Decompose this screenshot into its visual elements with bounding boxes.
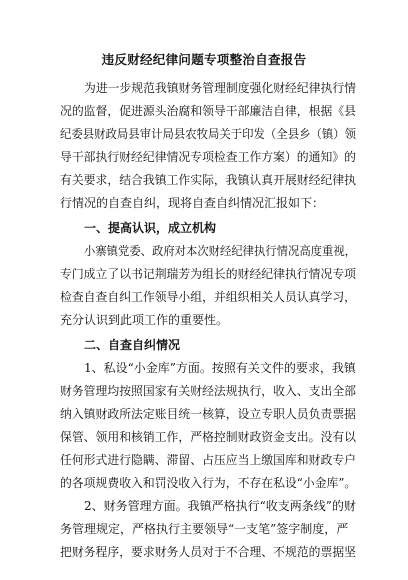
line-text: 任何形式进行隐瞒、滞留、占压应当上缴国库和财政专户 (60, 453, 357, 467)
paragraph-line (0, 360, 408, 376)
paragraph-line (0, 149, 408, 165)
line-text: 保管、领用和核销工作，严格控制财政资金支出。没有以 (60, 430, 357, 444)
paragraph-line (0, 452, 408, 468)
line-text: 检查自查自纠工作领导小组，并组织相关人员认真学习， (60, 290, 357, 304)
paragraph-line (0, 126, 408, 142)
section-heading (0, 337, 408, 353)
paragraph-line (0, 475, 408, 491)
line-text: 充分认识到此项工作的重要性。 (60, 313, 229, 327)
paragraph-line (0, 172, 408, 188)
paragraph-line (0, 498, 408, 514)
paragraph-line (0, 289, 408, 305)
paragraph-line (0, 406, 408, 422)
paragraph-line (0, 80, 408, 96)
paragraph-line (0, 521, 408, 537)
paragraph-line (0, 312, 408, 328)
line-text: 专门成立了以书记荆瑞芳为组长的财经纪律执行情况专项 (60, 267, 357, 281)
paragraph-line (0, 243, 408, 259)
heading-text: 二、自查自纠情况 (84, 338, 181, 352)
paragraph-line (0, 429, 408, 445)
paragraph-line (0, 195, 408, 211)
paragraph-line (0, 266, 408, 282)
line-text: 纳入镇财政所法定账目统一核算，设立专职人员负责票据 (60, 407, 357, 421)
line-text: 1、私设“小金库”方面。按照有关文件的要求，我镇 (84, 361, 356, 375)
line-text: 务管理规定，严格执行主要领导“一支笔”签字制度，严 (60, 522, 349, 536)
line-text: 财务管理均按照国家有关财经法规执行，收入、支出全部 (60, 384, 357, 398)
line-text: 2、财务管理方面。我镇严格执行“收支两条线”的财 (84, 499, 356, 513)
line-text: 小寨镇党委、政府对本次财经纪律执行情况高度重视， (84, 244, 357, 258)
line-text: 导干部执行财经纪律情况专项检查工作方案）的通知》的 (60, 150, 357, 164)
line-text: 为进一步规范我镇财务管理制度强化财经纪律执行情 (84, 81, 357, 95)
paragraph-line (0, 544, 408, 560)
line-text: 把财务程序，要求财务人员对于不合理、不规范的票据坚 (60, 545, 357, 559)
line-text: 行情况的自查自纠，现将自查自纠情况汇报如下： (60, 196, 325, 210)
paragraph-line (0, 383, 408, 399)
document-title: 违反财经纪律问题专项整治自查报告 (101, 52, 307, 67)
line-text: 有关要求，结合我镇工作实际，我镇认真开展财经纪律执 (60, 173, 357, 187)
paragraph-line (0, 103, 408, 119)
line-text: 的各项规费收入和罚没收入行为，不存在私设“小金库”。 (60, 476, 357, 490)
line-text: 纪委县财政局县审计局县农牧局关于印发（全县乡（镇）领 (60, 127, 357, 141)
heading-text: 一、提高认识，成立机构 (84, 221, 217, 235)
section-heading (0, 220, 408, 236)
line-text: 况的监督，促进源头治腐和领导干部廉洁自律，根据《县 (60, 104, 357, 118)
